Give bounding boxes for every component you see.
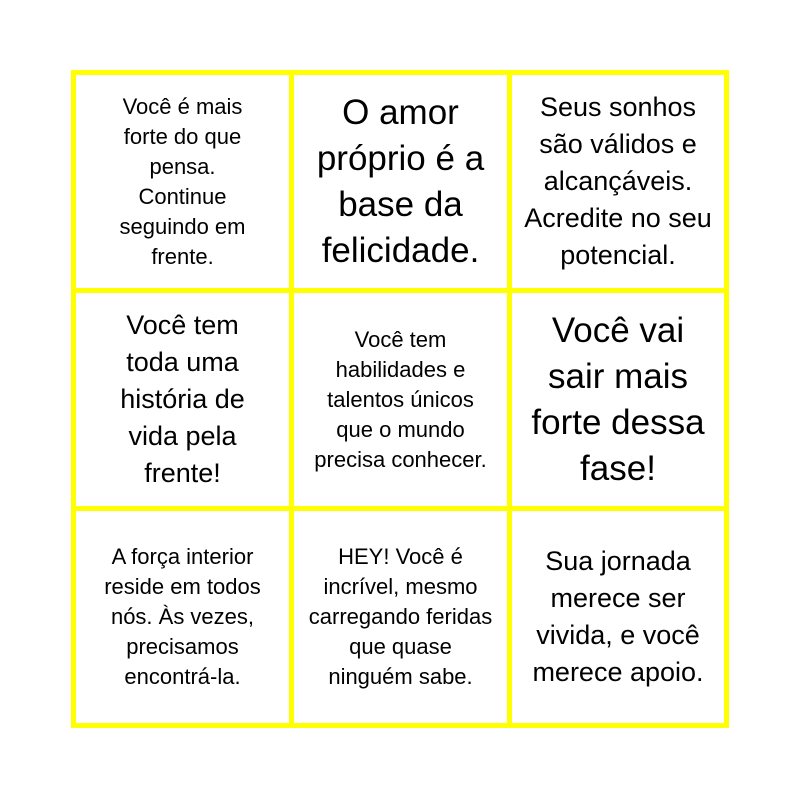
bingo-cell-9[interactable]	[512, 511, 724, 723]
bingo-cell-text: Você tem toda uma história de vida pela frente!	[120, 310, 245, 488]
bingo-cell-text: O amor próprio é a base da felicidade.	[316, 92, 485, 270]
bingo-cell-5[interactable]	[294, 293, 507, 506]
bingo-cell-text: A força interior reside em todos nós. Às vezes, precisamos encontrá-la.	[104, 544, 261, 689]
bingo-cell-8[interactable]	[294, 511, 507, 723]
bingo-cell-2[interactable]	[294, 75, 507, 288]
bingo-cell-text: HEY! Você é incrível, mesmo carregando feridas que quase ninguém sabe.	[308, 544, 493, 689]
bingo-cell-7[interactable]	[76, 511, 289, 723]
bingo-cell-text: Seus sonhos são válidos e alcançáveis. Acredite no seu potencial.	[524, 92, 712, 270]
bingo-cell-text: Você tem habilidades e talentos únicos que o mundo precisa conhecer.	[314, 326, 487, 472]
bingo-cell-text: Você vai sair mais forte dessa fase!	[531, 310, 705, 488]
bingo-cell-text: Sua jornada merece ser vivida, e você merece apoio.	[532, 546, 704, 687]
bingo-cell-text: Você é mais forte do que pensa. Continue seguindo em frente.	[119, 93, 246, 269]
bingo-card	[71, 70, 729, 728]
bingo-cell-3[interactable]	[512, 75, 724, 288]
bingo-cell-4[interactable]	[76, 293, 289, 506]
bingo-cell-6[interactable]	[512, 293, 724, 506]
bingo-cell-1[interactable]	[76, 75, 289, 288]
